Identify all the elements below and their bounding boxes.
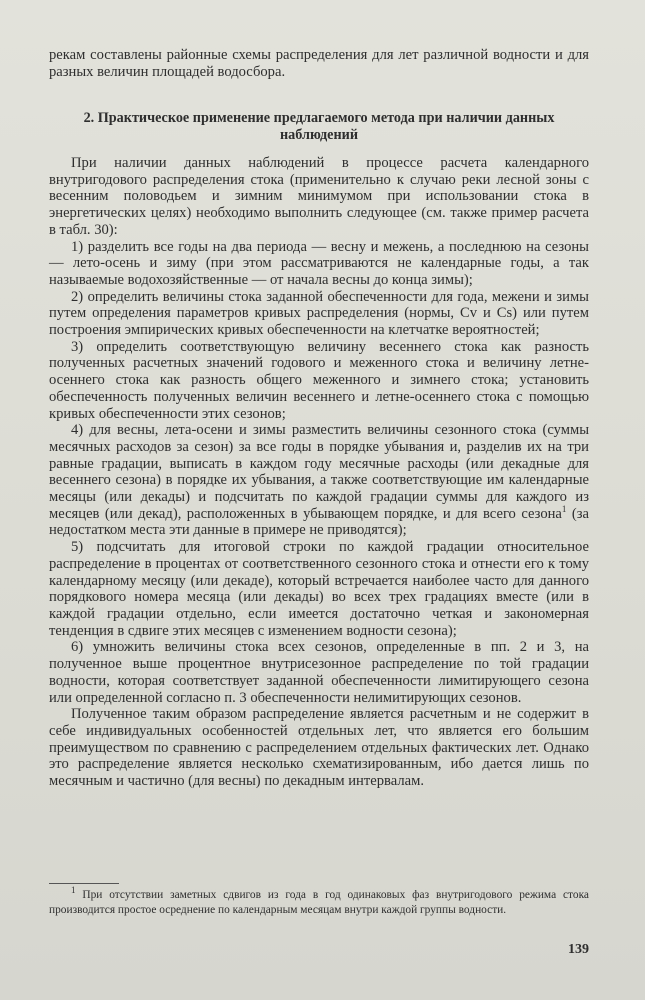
paragraph-step-3: 3) определить соответствующую величину весеннего стока как разность полученных расчетных значений годового и меженного стока и величину летне-осеннего стока как разность общего меженного и зимнего стока; установить обеспеченность полученных величин весеннего и летне-осеннего стока с помощью кривых обеспеченности этих сезонов; bbox=[49, 338, 589, 422]
section-heading: 2. Практическое применение предлагаемого метода при наличии данных наблюдений bbox=[83, 110, 555, 143]
paragraph-step-1: 1) разделить все годы на два периода — весну и межень, а последнюю на сезоны — лето-осень и зиму (при этом рассматриваются не календарные годы, а так называемые водохозяйственные — от начала весны до конца зимы); bbox=[49, 238, 589, 288]
footnote-number: 1 bbox=[71, 885, 76, 896]
footnote-divider bbox=[49, 883, 119, 884]
footnote bbox=[49, 885, 589, 917]
footnote-mark: 1 bbox=[561, 503, 567, 514]
footnote-text: При отсутствии заметных сдвигов из года в год одинаковых фаз внутригодового режима стока производится простое осреднение по календарным месяцам внутри каждой группы водности. bbox=[49, 889, 589, 916]
intro-paragraph: рекам составлены районные схемы распределения для лет различной водности и для разных величин площадей водосбора. bbox=[49, 47, 589, 80]
paragraph-step-4-text: 4) для весны, лета-осени и зимы разместить величины сезонного стока (суммы месячных расходов за сезон) за все годы в порядке убывания и, разделив их на три равные градации, выписать в каждом году месячные расходы (или декадные для весеннего сезона) в порядке их убывания, а также соответствующие им календарные месяцы (или декады) и подсчитать по каждой градации суммы для каждого из месяцев (или декад), расположенных в убывающем порядке, и для всего сезона bbox=[49, 422, 589, 522]
page-number: 139 bbox=[568, 942, 589, 957]
paragraph-step-2: 2) определить величины стока заданной обеспеченности для года, межени и зимы путем определения параметров кривых распределения (нормы, Cv и Cs) или путем построения эмпирических кривых обеспеченности на клетчатке вероятностей; bbox=[49, 288, 589, 339]
paragraph-step-4 bbox=[49, 422, 589, 539]
paragraph-step-5: 5) подсчитать для итоговой строки по каждой градации относительное распределение в процентах от соответственного сезонного стока и отнести его к тому календарному месяцу (или декаде), который встречается наиболее часто для данного порядкового номера месяца (или декады) во всех трех градациях вместе (или в каждой градации отдельно, если имеется достаточно четкая и закономерная тенденция в сдвиге этих месяцев с изменением водности сезона); bbox=[49, 539, 589, 639]
paragraph-intro: При наличии данных наблюдений в процессе расчета календарного внутригодового распределения стока (применительно к случаю реки лесной зоны с весенним половодьем и зимним минимумом при использовании стока в энергетических целях) необходимо выполнить следующее (см. также пример расчета в табл. 30): bbox=[49, 155, 589, 238]
paragraph-conclusion: Полученное таким образом распределение является расчетным и не содержит в себе индивидуальных особенностей отдельных лет, что является его большим преимуществом по сравнению с распределением отдельных фактических лет. Однако это распределение является несколько схематизированным, ибо дается лишь по месячным и частично (для весны) по декадным интервалам. bbox=[49, 706, 589, 790]
paragraph-step-4-tail: (за недостатком места эти данные в примере не приводятся); bbox=[49, 505, 589, 539]
body-text bbox=[49, 155, 589, 790]
paragraph-step-6: 6) умножить величины стока всех сезонов, определенные в пп. 2 и 3, на полученное выше процентное внутрисезонное распределение по той градации водности, которая соответствует заданной обеспеченности лимитирующего сезона или определенной согласно п. 3 обеспеченности нелимитирующих сезонов. bbox=[49, 639, 589, 706]
